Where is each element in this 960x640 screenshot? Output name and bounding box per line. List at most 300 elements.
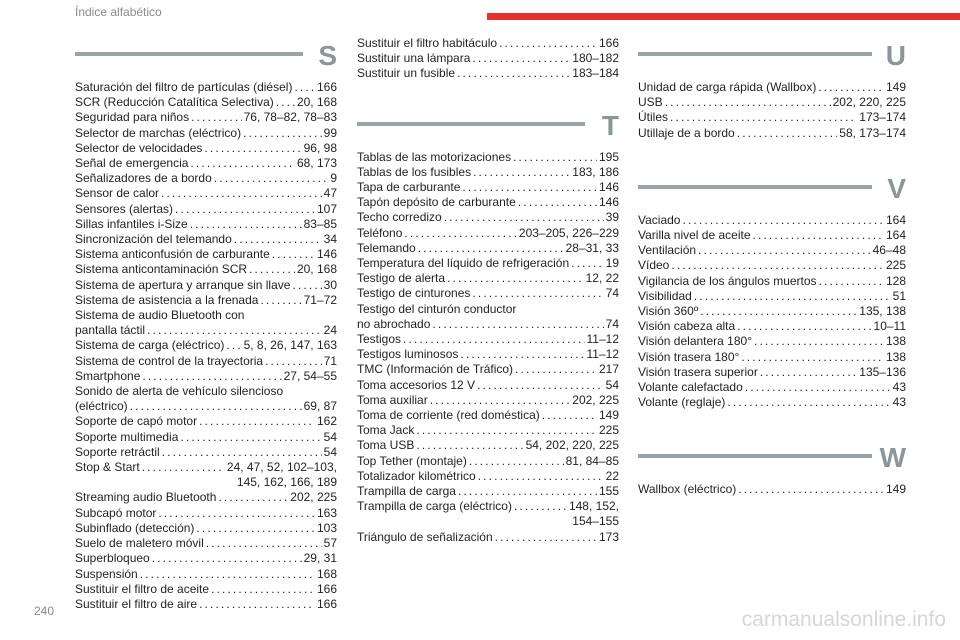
dot-leader (495, 530, 597, 545)
index-entry-pages: 166 (316, 80, 337, 94)
dot-leader (745, 380, 891, 395)
index-entry-label: Vigilancia de los ángulos muertos (638, 273, 817, 288)
index-entry (75, 506, 337, 521)
dot-leader (478, 469, 604, 484)
index-entry-label: Visibilidad (638, 288, 692, 303)
header-accent-bar (487, 13, 960, 20)
index-entry-label: Trampilla de carga (357, 484, 456, 499)
index-entry (75, 141, 337, 156)
index-entry (638, 213, 906, 228)
index-entry-pages: 46–48 (872, 243, 906, 258)
dot-leader (472, 51, 570, 66)
index-entry-label: Sillas infantiles i-Size (75, 216, 188, 231)
index-entry (75, 384, 337, 414)
index-entry-label: Visión cabeza alta (638, 319, 736, 334)
index-entry-pages: 5, 8, 26, 147, 163 (243, 338, 337, 353)
index-entry-pages: 54 (605, 377, 619, 392)
index-entry-label: Testigos luminosos (357, 347, 459, 362)
index-entry (357, 454, 619, 469)
section-header-w (638, 444, 906, 480)
index-entry-label: Tablas de las motorizaciones (357, 149, 512, 164)
index-entry-pages: 10–11 (873, 319, 906, 334)
index-entry (357, 332, 619, 347)
index-entry-label: Visión 360º (638, 304, 699, 319)
index-entry-label: Superbloqueo (75, 551, 150, 566)
index-entry (75, 202, 337, 217)
dot-leader (432, 317, 603, 332)
dot-leader (142, 460, 225, 475)
dot-leader (175, 202, 315, 217)
index-entry-pages: 217 (598, 362, 619, 377)
index-entry-label: Sistema de asistencia a la frenada (75, 292, 259, 307)
index-entry-pages: 34 (323, 232, 337, 247)
index-entry (75, 171, 337, 186)
dot-leader (444, 210, 604, 225)
dot-leader (218, 490, 288, 505)
dot-leader (665, 95, 831, 110)
dot-leader (180, 430, 321, 445)
index-entry (638, 110, 906, 125)
dot-leader (199, 597, 315, 612)
section-letter: U (885, 40, 906, 71)
index-entry-label: Toma auxiliar (357, 392, 428, 407)
index-entry-label: Sensor de calor (75, 186, 160, 201)
section-rule (75, 52, 303, 56)
index-entry (638, 258, 906, 273)
index-entry (357, 241, 619, 256)
index-entry-pages: 138 (885, 349, 906, 364)
dot-leader (211, 582, 315, 597)
index-entry-label: Tapón depósito de carburante (357, 195, 516, 210)
index-entry-label: Subinflado (detección) (75, 520, 195, 535)
dot-leader (457, 66, 570, 81)
index-entry-pages: 168 (316, 566, 337, 581)
index-entry-label: SCR (Reducción Catalítica Selectiva) (75, 95, 274, 110)
index-entry-label: Visión trasera superior (638, 364, 758, 379)
index-entry-pages-continued: 145, 162, 166, 189 (236, 475, 337, 490)
index-entry (357, 150, 619, 165)
section-rule (357, 122, 585, 126)
index-entry (357, 408, 619, 423)
dot-leader (469, 454, 564, 469)
dot-leader (499, 36, 597, 51)
dot-leader (462, 180, 597, 195)
index-entry-label: Suelo de maletero móvil (75, 536, 204, 551)
index-entry-pages: 146 (598, 180, 619, 195)
index-entry-label: Temperatura del líquido de refrigeración (357, 256, 570, 271)
index-entry-pages: 183, 186 (572, 164, 619, 179)
section-header-u (638, 42, 906, 78)
dot-leader (206, 536, 322, 551)
index-entry-label: Stop & Start (75, 460, 140, 475)
index-entry-pages: 155 (598, 484, 619, 499)
dot-leader (542, 408, 597, 423)
index-entry-label: TMC (Información de Tráfico) (357, 362, 514, 377)
index-entry-pages: 51 (892, 288, 906, 303)
index-list (357, 36, 619, 82)
index-entry-pages: 225 (885, 258, 906, 273)
index-entry-pages-continued: 154–155 (572, 514, 619, 529)
index-entry-label: Soporte de capó motor (75, 414, 198, 429)
dot-leader (430, 393, 571, 408)
index-entry-label: Sustituir una lámpara (357, 51, 471, 66)
index-entry-label: USB (638, 95, 663, 110)
index-entry (357, 210, 619, 225)
dot-leader (294, 80, 315, 95)
index-entry (75, 582, 337, 597)
index-entry-pages: 81, 84–85 (565, 453, 619, 468)
dot-leader (190, 217, 302, 232)
dot-leader (416, 423, 597, 438)
index-entry (357, 378, 619, 393)
index-entry-pages: 24, 47, 52, 102–103, (226, 460, 337, 475)
index-entry-pages: 180–182 (572, 51, 619, 66)
dot-leader (152, 551, 302, 566)
index-entry (75, 110, 337, 125)
index-entry-pages: 166 (316, 581, 337, 596)
index-entry (75, 186, 337, 201)
dot-leader (226, 338, 241, 353)
index-entry-pages: 69, 87 (303, 399, 337, 414)
dot-leader (130, 399, 302, 414)
index-entry (638, 289, 906, 304)
section-rule (638, 185, 872, 189)
section-header-t (357, 109, 619, 148)
index-entry-pages: 39 (605, 210, 619, 225)
index-entry (75, 232, 337, 247)
dot-leader (472, 286, 603, 301)
index-entry (75, 597, 337, 612)
index-entry-label: Toma Jack (357, 423, 415, 438)
index-list (357, 150, 619, 545)
dot-leader (158, 506, 315, 521)
index-entry-pages: 74 (605, 286, 619, 301)
index-entry-label-line: Sistema de audio Bluetooth con (75, 308, 245, 323)
index-entry-pages: 149 (885, 80, 906, 94)
dot-leader (204, 141, 301, 156)
index-entry (638, 274, 906, 289)
index-entry (75, 354, 337, 369)
index-entry (75, 308, 337, 338)
index-entry-label: Tablas de los fusibles (357, 164, 472, 179)
dot-leader (670, 110, 857, 125)
section-rule (638, 454, 872, 458)
index-entry-pages: 74 (605, 316, 619, 331)
index-entry-pages: 54 (323, 429, 337, 444)
dot-leader (754, 334, 884, 349)
index-entry-label: Testigo de alerta (357, 271, 446, 286)
section-letter: S (318, 40, 337, 71)
index-entry-pages: 173–174 (859, 110, 906, 125)
index-entry (75, 369, 337, 384)
index-entry-pages: 99 (323, 125, 337, 140)
dot-leader (671, 258, 884, 273)
index-entry-pages: 20, 168 (296, 262, 337, 277)
dot-leader (753, 228, 884, 243)
index-entry (357, 271, 619, 286)
index-list (638, 213, 906, 411)
index-entry-pages: 107 (316, 201, 337, 216)
index-entry-label: Sincronización del telemando (75, 232, 232, 247)
index-entry-label: Subcapó motor (75, 505, 157, 520)
index-entry-label: Utillaje de a bordo (638, 125, 735, 140)
index-entry-pages: 146 (316, 247, 337, 262)
index-entry-label: Teléfono (357, 225, 403, 240)
index-entry (357, 286, 619, 301)
index-entry-pages: 202, 220, 225 (832, 95, 906, 110)
index-column-1 (75, 42, 337, 612)
dot-leader (249, 262, 295, 277)
dot-leader (571, 256, 604, 271)
dot-leader (514, 499, 567, 514)
index-entry-pages: 19 (605, 256, 619, 271)
index-entry (357, 347, 619, 362)
index-entry-label: Volante (reglaje) (638, 395, 726, 410)
section-header-v (638, 172, 906, 211)
index-entry-label: Seguridad para niños (75, 110, 190, 125)
index-entry-pages: 24 (323, 323, 337, 338)
index-entry (75, 80, 337, 95)
dot-leader (147, 323, 322, 338)
index-entry-pages: 148, 152, (568, 499, 619, 514)
index-entry (638, 395, 906, 410)
index-entry-label: Telemando (357, 240, 416, 255)
index-entry (357, 256, 619, 271)
index-entry (75, 445, 337, 460)
dot-leader (460, 347, 584, 362)
index-entry (75, 490, 337, 505)
index-list (638, 80, 906, 141)
page-number: 240 (34, 604, 55, 618)
dot-leader (243, 126, 322, 141)
index-entry-pages: 135–136 (859, 364, 906, 379)
dot-leader (698, 243, 871, 258)
index-entry-pages: 11–12 (586, 332, 619, 347)
section-letter: V (887, 172, 906, 204)
index-entry-pages: 30 (323, 277, 337, 292)
index-entry-label: Vaciado (638, 212, 681, 227)
index-list (75, 80, 337, 612)
index-entry-label: Sistema anticontaminación SCR (75, 262, 248, 277)
dot-leader (265, 354, 322, 369)
dot-leader (142, 369, 281, 384)
index-entry-label: Wallbox (eléctrico) (638, 482, 737, 497)
index-entry-pages: 166 (598, 36, 619, 50)
index-entry-pages: 54, 202, 220, 225 (525, 438, 619, 453)
section-letter: T (601, 109, 619, 141)
index-entry (357, 66, 619, 81)
index-entry-pages: 164 (885, 228, 906, 243)
dot-leader (458, 484, 597, 499)
index-entry-pages: 27, 54–55 (283, 368, 337, 383)
dot-leader (191, 110, 241, 125)
index-entry (357, 165, 619, 180)
index-entry-label: (eléctrico) (75, 399, 128, 414)
index-entry-pages: 146 (598, 195, 619, 210)
index-entry-label: Sistema de apertura y arranque sin llave (75, 277, 291, 292)
index-entry (357, 180, 619, 195)
index-entry (357, 484, 619, 499)
index-entry (75, 460, 337, 490)
dot-leader (140, 567, 315, 582)
index-entry-label: Sustituir el filtro de aceite (75, 581, 210, 596)
dot-leader (447, 271, 584, 286)
index-entry (638, 482, 906, 497)
page-header-title: Índice alfabético (75, 5, 162, 19)
index-entry-pages: 195 (598, 149, 619, 164)
section-rule (638, 52, 872, 56)
index-entry (638, 319, 906, 334)
index-entry-label: Útiles (638, 110, 669, 125)
dot-leader (818, 80, 884, 95)
index-entry-pages: 43 (892, 395, 906, 410)
index-entry-label: Toma USB (357, 438, 415, 453)
index-entry-pages: 202, 225 (290, 490, 337, 505)
index-entry-label: Soporte multimedia (75, 429, 179, 444)
index-entry-label: Toma accesorios 12 V (357, 377, 476, 392)
dot-leader (276, 95, 295, 110)
index-entry (638, 80, 906, 95)
index-entry (638, 243, 906, 258)
dot-leader (403, 332, 584, 347)
index-entry-pages: 9 (330, 171, 337, 186)
index-entry (638, 304, 906, 319)
index-entry (638, 350, 906, 365)
dot-leader (727, 395, 890, 410)
dot-leader (199, 414, 315, 429)
index-entry-label: Unidad de carga rápida (Wallbox) (638, 80, 817, 94)
index-entry-label: Sensores (alertas) (75, 201, 174, 216)
index-entry-label: no abrochado (357, 316, 431, 331)
index-entry-label: Vídeo (638, 258, 670, 273)
dot-leader (404, 226, 517, 241)
index-entry-pages: 71–72 (303, 292, 337, 307)
dot-leader (738, 482, 884, 497)
index-entry (75, 278, 337, 293)
index-entry-pages: 149 (598, 408, 619, 423)
dot-leader (737, 319, 871, 334)
index-list (638, 482, 906, 497)
index-entry-label: Sustituir el filtro de aire (75, 596, 198, 611)
index-entry (75, 126, 337, 141)
index-entry (75, 262, 337, 277)
index-entry-label: Smartphone (75, 368, 141, 383)
index-entry-pages: 71 (323, 353, 337, 368)
index-entry-pages: 47 (323, 186, 337, 201)
dot-leader (416, 438, 523, 453)
index-entry-pages: 103 (316, 520, 337, 535)
index-entry (357, 423, 619, 438)
index-entry (75, 536, 337, 551)
index-entry (75, 551, 337, 566)
index-entry-pages: 57 (323, 536, 337, 551)
dot-leader (819, 274, 884, 289)
index-entry-label-line: Testigo del cinturón conductor (357, 301, 517, 316)
index-entry-pages: 68, 173 (296, 156, 337, 171)
index-entry-pages: 58, 173–174 (839, 125, 906, 140)
index-entry-pages: 43 (892, 380, 906, 395)
index-entry (638, 365, 906, 380)
index-entry (75, 414, 337, 429)
index-entry (357, 36, 619, 51)
index-entry-pages: 76, 78–82, 78–83 (243, 110, 337, 125)
section-letter: W (879, 442, 906, 474)
index-entry-pages: 54 (323, 444, 337, 459)
index-entry-label: Ventilación (638, 243, 697, 258)
index-entry (357, 302, 619, 332)
index-entry (357, 362, 619, 377)
index-entry-label: Techo corredizo (357, 210, 442, 225)
dot-leader (694, 289, 891, 304)
index-entry-pages: 22 (605, 468, 619, 483)
index-entry-pages: 173 (598, 529, 619, 544)
index-entry-label: Suspensión (75, 566, 138, 581)
index-entry-label: pantalla táctil (75, 323, 146, 338)
index-entry (357, 195, 619, 210)
index-entry-pages: 138 (885, 334, 906, 349)
index-entry (357, 226, 619, 241)
dot-leader (760, 365, 857, 380)
index-entry-label: Sistema de carga (eléctrico) (75, 338, 225, 353)
index-entry-label: Sistema anticonfusión de carburante (75, 247, 270, 262)
index-entry-label: Tapa de carburante (357, 180, 461, 195)
index-entry-label: Señalizadores de a bordo (75, 171, 212, 186)
index-column-2 (357, 36, 619, 545)
index-entry-pages: 128 (885, 273, 906, 288)
index-entry-pages: 164 (885, 212, 906, 227)
dot-leader (513, 150, 597, 165)
dot-leader (741, 350, 884, 365)
index-entry (357, 469, 619, 484)
index-entry-pages: 29, 31 (303, 551, 337, 566)
index-entry-label: Saturación del filtro de partículas (diésel) (75, 80, 293, 94)
index-entry-label-line: Sonido de alerta de vehículo silencioso (75, 384, 284, 399)
dot-leader (161, 186, 322, 201)
index-entry-pages: 20, 168 (296, 95, 337, 110)
index-entry (75, 293, 337, 308)
index-entry (357, 438, 619, 453)
index-entry-label: Selector de velocidades (75, 140, 203, 155)
index-entry (357, 393, 619, 408)
index-entry-label: Totalizador kilométrico (357, 468, 476, 483)
index-entry (357, 51, 619, 66)
index-entry-label: Testigos (357, 332, 402, 347)
index-entry (75, 247, 337, 262)
index-entry-label: Selector de marchas (eléctrico) (75, 125, 242, 140)
index-entry-pages: 28–31, 33 (565, 240, 619, 255)
dot-leader (682, 213, 883, 228)
dot-leader (737, 126, 838, 141)
index-entry-pages: 183–184 (572, 66, 619, 81)
index-entry-label: Volante calefactado (638, 380, 743, 395)
index-entry (75, 338, 337, 353)
dot-leader (190, 156, 295, 171)
index-entry-pages: 96, 98 (303, 140, 337, 155)
index-entry-label: Toma de corriente (red doméstica) (357, 408, 540, 423)
dot-leader (214, 171, 329, 186)
index-entry-label: Visión delantera 180° (638, 334, 752, 349)
index-entry-label: Varilla nivel de aceite (638, 228, 751, 243)
index-entry-label: Visión trasera 180° (638, 349, 740, 364)
dot-leader (260, 293, 301, 308)
index-entry (638, 126, 906, 141)
index-entry-pages: 83–85 (303, 216, 337, 231)
index-entry-pages: 225 (598, 423, 619, 438)
index-entry-pages: 135, 138 (859, 304, 906, 319)
dot-leader (518, 195, 597, 210)
index-entry-label: Top Tether (montaje) (357, 453, 467, 468)
dot-leader (272, 247, 315, 262)
